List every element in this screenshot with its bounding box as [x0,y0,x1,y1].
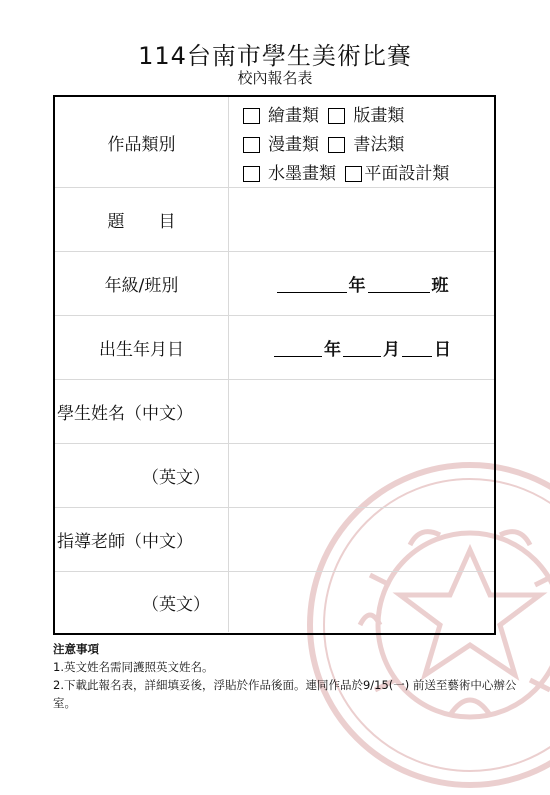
grade-field[interactable]: 年 班 [229,252,494,315]
category-option[interactable]: 繪畫類 [243,103,319,129]
teacher-en-field[interactable] [229,572,494,632]
birth-label: 出生年月日 [55,316,229,379]
row-category [55,97,494,187]
checkbox[interactable] [243,137,260,153]
checkbox[interactable] [243,108,260,124]
category-option[interactable]: 書法類 [328,132,404,158]
note-item: 1.英文姓名需同護照英文姓名。 [53,660,214,674]
category-option[interactable]: 版畫類 [328,103,404,129]
student-name-zh-label: 學生姓名（中文） [55,380,229,443]
checkbox[interactable] [243,166,260,182]
form-title: 114台南市學生美術比賽 [138,42,412,70]
category-option[interactable]: 平面設計類 [345,161,449,187]
row-birth [55,315,494,379]
notes-title: 注意事項 [53,642,99,656]
category-option[interactable]: 水墨畫類 [243,161,336,187]
row-student-name-en [55,443,494,507]
topic-label: 題 目 [55,188,229,251]
row-teacher-en [55,571,494,632]
checkbox[interactable] [328,137,345,153]
row-grade [55,251,494,315]
birth-field[interactable]: 年 月 日 [229,316,494,379]
teacher-zh-label: 指導老師（中文） [55,508,229,571]
student-name-zh-field[interactable] [229,380,494,443]
checkbox[interactable] [345,166,362,182]
category-option[interactable]: 漫畫類 [243,132,319,158]
student-name-en-label: （英文） [55,444,229,507]
category-label: 作品類別 [55,97,229,187]
form-subtitle: 校內報名表 [237,69,313,87]
category-options [243,103,453,190]
checkbox[interactable] [328,108,345,124]
grade-label: 年級/班別 [55,252,229,315]
row-student-name-zh [55,379,494,443]
row-teacher-zh [55,507,494,571]
note-item: 2.下載此報名表，詳細填妥後，浮貼於作品後面。連同作品於9/15(一) 前送至藝術中心辦公室。 [53,678,517,710]
row-topic [55,187,494,251]
registration-form [53,95,496,635]
topic-field[interactable] [229,188,494,251]
notes [53,640,523,712]
teacher-en-label: （英文） [55,572,229,632]
student-name-en-field[interactable] [229,444,494,507]
teacher-zh-field[interactable] [229,508,494,571]
